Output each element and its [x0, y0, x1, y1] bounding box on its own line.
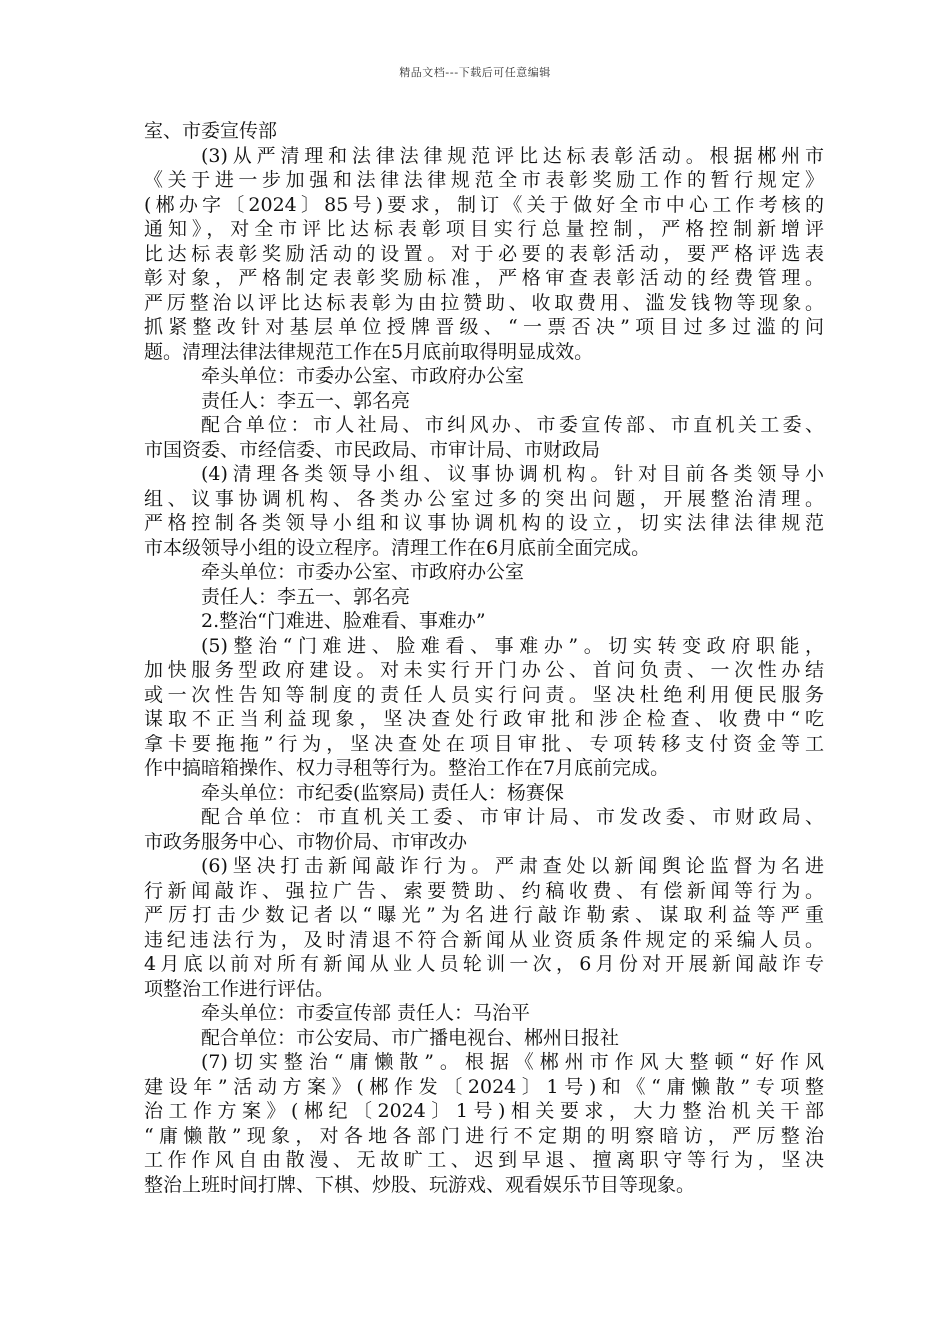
text-line: 配合单位：市人社局、市纠风办、市委宣传部、市直机关工委、: [201, 414, 824, 436]
text-line: 4月底以前对所有新闻从业人员轮训一次，6月份对开展新闻敲诈专: [144, 953, 824, 975]
text-line: 配合单位：市公安局、市广播电视台、郴州日报社: [201, 1026, 620, 1049]
text-line: 建设年”活动方案》(郴作发〔2024〕1号)和《“庸懒散”专项整: [144, 1075, 824, 1098]
text-line: 责任人：李五一、郭名亮: [201, 389, 411, 412]
text-line: 2.整治“门难进、脸难看、事难办”: [201, 610, 486, 632]
document-body: [144, 119, 824, 1197]
text-line: 行新闻敲诈、强拉广告、索要赞助、约稿收费、有偿新闻等行为。: [144, 879, 824, 902]
text-line: (5)整治“门难进、脸难看、事难办”。切实转变政府职能，: [201, 634, 824, 657]
text-line: 题。清理法律法律规范工作在5月底前取得明显成效。: [144, 340, 594, 363]
text-line: (4)清理各类领导小组、议事协调机构。针对目前各类领导小: [201, 463, 824, 485]
text-line: 拿卡要拖拖”行为，坚决查处在项目审批、专项转移支付资金等工: [144, 732, 824, 755]
text-line: 市本级领导小组的设立程序。清理工作在6月底前全面完成。: [144, 536, 651, 559]
text-line: 市政务服务中心、市物价局、市审改办: [144, 830, 468, 853]
text-line: 加快服务型政府建设。对未实行开门办公、首问负责、一次性办结: [144, 659, 824, 681]
text-line: 配合单位：市直机关工委、市审计局、市发改委、市财政局、: [201, 806, 824, 828]
text-line: 整治上班时间打牌、下棋、炒股、玩游戏、观看娱乐节目等现象。: [144, 1173, 696, 1196]
text-line: 牵头单位：市委宣传部 责任人：马治平: [201, 1002, 531, 1024]
text-line: 谋取不正当利益现象，坚决查处行政审批和涉企检查、收费中“吃: [144, 708, 824, 730]
text-line: (7)切实整治“庸懒散”。根据《郴州市作风大整顿“好作风: [201, 1051, 824, 1073]
text-line: 室、市委宣传部: [144, 120, 278, 142]
text-line: 严厉打击少数记者以“曝光”为名进行敲诈勒索、谋取利益等严重: [144, 904, 824, 926]
text-line: 严格控制各类领导小组和议事协调机构的设立，切实法律法律规范: [144, 512, 824, 534]
text-line: (郴办字〔2024〕85号)要求，制订《关于做好全市中心工作考核的: [144, 193, 824, 216]
text-line: 严厉整治以评比达标表彰为由拉赞助、收取费用、滥发钱物等现象。: [144, 291, 824, 314]
text-line: 牵头单位：市委办公室、市政府办公室: [201, 365, 525, 387]
text-line: 牵头单位：市委办公室、市政府办公室: [201, 561, 525, 583]
text-line: 组、议事协调机构、各类办公室过多的突出问题，开展整治清理。: [144, 487, 824, 510]
text-line: (3)从严清理和法律法律规范评比达标表彰活动。根据郴州市: [201, 144, 824, 167]
text-line: 作中搞暗箱操作、权力寻租等行为。整治工作在7月底前完成。: [144, 757, 670, 779]
text-line: “庸懒散”现象，对各地各部门进行不定期的明察暗访，严厉整治: [144, 1124, 824, 1147]
text-line: (6)坚决打击新闻敲诈行为。严肃查处以新闻舆论监督为名进: [201, 855, 824, 877]
text-line: 彰对象，严格制定表彰奖励标准，严格审查表彰活动的经费管理。: [144, 267, 824, 289]
text-line: 牵头单位：市纪委(监察局) 责任人：杨赛保: [201, 781, 564, 804]
text-line: 责任人：李五一、郭名亮: [201, 585, 411, 608]
text-line: 《关于进一步加强和法律法律规范全市表彰奖励工作的暂行规定》: [144, 169, 824, 191]
text-line: 或一次性告知等制度的责任人员实行问责。坚决杜绝利用便民服务: [144, 683, 824, 706]
text-line: 抓紧整改针对基层单位授牌晋级、“一票否决”项目过多过滥的问: [144, 316, 824, 338]
text-line: 市国资委、市经信委、市民政局、市审计局、市财政局: [144, 438, 601, 461]
text-line: 治工作方案》(郴纪〔2024〕1号)相关要求，大力整治机关干部: [144, 1100, 824, 1122]
text-line: 比达标表彰奖励活动的设置。对于必要的表彰活动，要严格评选表: [144, 242, 824, 265]
text-line: 通知》，对全市评比达标表彰项目实行总量控制，严格控制新增评: [144, 218, 824, 240]
text-line: 违纪违法行为，及时清退不符合新闻从业资质条件规定的采编人员。: [144, 928, 824, 951]
text-line: 项整治工作进行评估。: [144, 977, 335, 1000]
page-header: 精品文档---下载后可任意编辑: [399, 66, 551, 79]
text-line: 工作作风自由散漫、无故旷工、迟到早退、擅离职守等行为，坚决: [144, 1149, 824, 1171]
